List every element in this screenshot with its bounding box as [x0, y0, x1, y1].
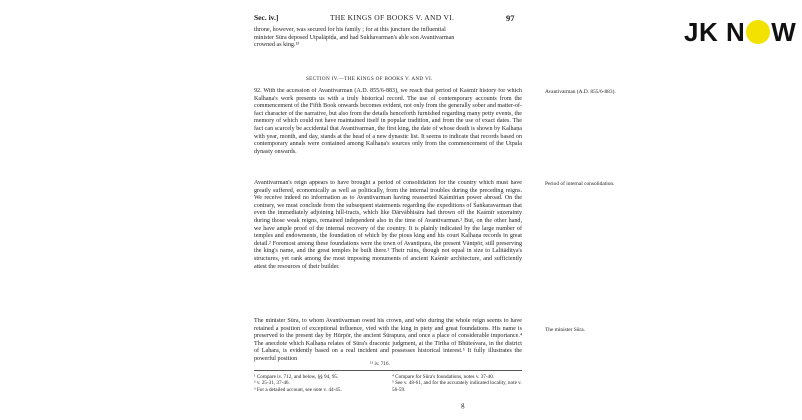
paragraph-minister: The minister Sūra, to whom Avantivarman owed his crown, and who during the whole reign seems to have retained a position of exceptional influence, vied with the king in piety and great foundations. His name is preserved to the present day by Hūrpōr, the ancient Śūrapura, and once a place of considerable importance.⁴ The anecdote which Kalhaṇa relates of Sūra's draconic judgment, at the Tīrtha of Bhūteśvara, in the district of Lahara, is evidently based on a real incident and possesses historical interest.⁵ It fully illustrates the powerful position	[254, 318, 522, 362]
footnote-2: ² v. 25-31, 37-46.	[254, 380, 290, 387]
footnotes-left	[254, 374, 382, 393]
footnotes-right	[392, 374, 522, 393]
top-line-1: throne, however, was secured for his family ; for at this juncture the influential	[254, 27, 446, 33]
section-label: Sec. iv.]	[254, 13, 279, 22]
logo-text-right: W	[771, 17, 797, 47]
footnote-3: ³ For a detailed account, see note v. 44-45.	[254, 386, 342, 393]
top-line-2: minister Sūra deposed Utpalāpīḍa, and had Sukhavarman's able son Avantivarman	[254, 34, 455, 41]
footnote-4: ⁴ Compare for Sūra's foundations, notes v. 37-40.	[392, 374, 495, 380]
section-heading: SECTION IV.—THE KINGS OF BOOKS V. AND VI.	[306, 76, 433, 82]
running-title: THE KINGS OF BOOKS V. AND VI.	[330, 13, 455, 22]
signature-mark: g	[461, 401, 465, 409]
footnote-5: ⁵ See v. 48-61, and for the accurately indicated locality, note v. 56-59.	[392, 380, 522, 393]
logo-yellow-dot	[746, 20, 770, 44]
sidenote-avantivarman: Avantivarman (A.D. 855/6-883).	[545, 89, 616, 95]
footnote-rule	[254, 370, 522, 371]
top-line-3: crowned as king.¹³	[254, 42, 300, 49]
paragraph-92: 92. With the accession of Avantivarman (A.D. 855/6-883), we reach that period of Kaśmīr history for which Kalhaṇa's work presents us with a truly historical record. The use of contemporary accounts from the commencement of the Fifth Book onwards becomes evident, not only from the generally sober and matter-of-fact character of the narrative, but also from the details henceforth furnished regarding many petty events, the memory of which could not have maintained itself in popular tradition, and from the use of exact dates. The fact can scarcely be accidental that Avantivarman, the first king, the date of whose death is shown by Kalhaṇa with year, month, and day, stands at the head of a new dynastic list. It seems to indicate that records based on contemporary annals were contained among Kalhaṇa's sources only from the commencement of the Utpala dynasty onwards.	[254, 88, 522, 155]
logo-text-left: JK N	[684, 17, 746, 47]
sidenote-consolidation: Period of internal consolidation.	[545, 181, 615, 187]
sidenote-minister: The minister Sūra.	[545, 327, 585, 333]
page-number: 97	[506, 13, 515, 23]
paragraph-reign: Avantivarman's reign appears to have brought a period of consolidation for the country which must have greatly suffered, economically as well as politically, from the internal troubles during the preceding reigns. We receive indeed no information as to Avantivarman having reasserted Kaśmīrian power abroad. On the contrary, we must conclude from the subsequent statements regarding the expeditions of Śaṅkaravarman that even the immediately adjoining hill-tracts, which like Dārvābhisāra had thrown off the Kaśmīr suzerainty during those weak reigns, remained independent also in the time of Avantivarman.¹ But, on the other hand, we have ample proof of the internal recovery of the country. It is plainly indicated by the large number of temples and endowments, the foundation of which by the pious king and his court Kalhaṇa records in great detail.² Foremost among these foundations were the town of Avantipura, the present Vāntpōr, still preserving the king's name, and the great temples he built there.³ Their ruins, though not equal in size to Lalitāditya's structures, yet rank among the most imposing monuments of ancient Kaśmīr architecture, and sufficiently attest the resources of their builder.	[254, 180, 522, 270]
brand-logo	[684, 17, 796, 48]
rule-footnote: ¹³ iv. 716.	[370, 361, 390, 367]
top-paragraph	[254, 27, 522, 50]
footnote-1: ¹ Compare iv. 712, and below, §§ 94, 95.	[254, 374, 339, 380]
